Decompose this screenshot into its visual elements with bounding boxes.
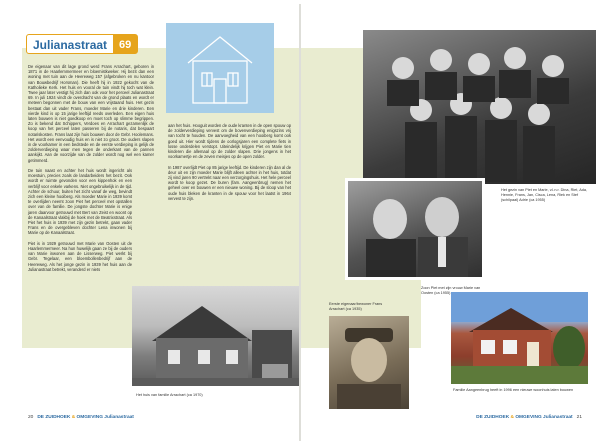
first-owner-portrait-photo xyxy=(329,316,409,409)
photo-caption: Het huis van familie Arrachart (ca 1970) xyxy=(136,393,203,397)
magazine-spread xyxy=(4,4,596,441)
old-man-image xyxy=(329,316,409,409)
article-paragraph: De tuin naast en achter het huis wordt ingericht als moestuin, precies zoals de landarbeiders het bezit. Ook wordt er ruimte gevonden voor een kippenhok en een verblijf voor enkele varkens. Niet ongebruikelijk in de tijd. Achter de schuur, buiten het zicht vanaf de weg, bevindt zich een kleine hooiberg. Als moeder Marie in 1939 komt te overlijden neemt zoon Piet het perceel met opstallen over van de familie. De jongste dochter Marie is enige jaren daarvoor getrouwd met Bert van Zeist en woont op de Kanaalstraat vlakbij de hoek met de Beatrixstraat. Als Piet het huis in 1939 met zijn gezin betrekt, gaan vader Frans en de overgebleven dochter Lena inwonen bij Marie op de Kanaalstraat. xyxy=(28,168,132,236)
page-number: 21 xyxy=(576,415,582,420)
magazine-brand: DE ZUIDHOEK xyxy=(37,415,71,420)
brand-subtitle: OMGEVING xyxy=(515,415,542,420)
photo-caption: Eerste eigenaar/bewoner Frans Arrachart (ca 1935) xyxy=(329,302,383,311)
footer-street: Julianastraat xyxy=(104,415,134,420)
couple-image xyxy=(348,181,482,277)
page-footer-left xyxy=(28,415,134,420)
street-title-box xyxy=(26,34,138,54)
footer-street: Julianastraat xyxy=(543,415,573,420)
page-footer-right xyxy=(476,415,582,420)
new-house-image xyxy=(451,292,588,384)
family-group-photo xyxy=(363,30,596,184)
house-drawing-tile xyxy=(166,23,274,113)
farmhouse-image xyxy=(132,286,299,386)
brand-subtitle: OMGEVING xyxy=(76,415,103,420)
street-title: Julianastraat xyxy=(33,38,108,52)
magazine-brand: DE ZUIDHOEK xyxy=(476,415,510,420)
page-number: 20 xyxy=(28,415,34,420)
house-outline-icon xyxy=(166,23,274,113)
new-house-photo xyxy=(451,292,588,384)
article-paragraph: De eigenaar van dit lage grond werd Frans Arrachart, geboren in 1871 in de Haarlemmermeer en bloemistkweker. Hij bezit dan een woning met tuin aan de Heereweg 157 (afgebroken en nu kantoor van Bouwbedrijf Horsman). Die heeft hij in 1922 gekocht van de Katholieke Kerk. Het huis en vooral de tuin vindt hij toch wat klein. Twee jaar later vestigt hij zich dan ook voor het perceel Julianastraat 69. In juli 1924 vindt de overdracht van de grond plaats en wordt er meteen begonnen met de bouw van een vrijstaand huis. Het gezin bestaat dan uit vader Frans, moeder Marie en drie kinderen. Een vierde kind is op 15 jarige leeftijd reeds overleden. Een eigen huis laten bouwen is niet goedkoop en moet toch op slimme begrippen. Zo is bekend dat Schippers, Verdoes en Arrachart gezamenlijk de koop van het perceel laten passeren bij de notaris, dat bespaart notariskosten. Frans laat zijn huis bouwen door de Gebr. Hoolemans. Het wordt een eenvoudig huis en is niet zo groot. De ouders slapen in de voorkamer in een bedstede en de eerste verdieping is gelijk de zolderverdieping waar men tegen de onderkant van de pannen aankijkt. Aan de voorzijde van de zolder wordt nog wel een kamer getimmerd. xyxy=(28,64,154,163)
old-farmhouse-photo xyxy=(132,286,299,386)
photo-caption: Het gezin van Piet en Marie, v.l.n.r. Dina, Riet, Ada, Hennie, Frans, Jan, Cisca, Lena, Riek en Stef (schilpaal) Adrie (ca 1955) xyxy=(501,188,588,202)
article-column-1 xyxy=(28,64,154,294)
left-page xyxy=(4,4,299,441)
article-paragraph: In 1987 overlijdt Piet op 85 jarige leeftijd. De kinderen zijn dan al de deur uit en zijn moeder Marie blijft alleen achter in het huis, totdat zij vind jaren 90 vertrekt naar een verzorgingshuis. Het hele perceel wordt te koop gezet. De buren (fam. Aangeenbrug) nemen het geheel over en bouwen er een nieuwe woning. Bij de sloop van het oude huis bleken de kranten in de spouw voor het laatst in 1964 vervest te zijn. xyxy=(168,164,291,201)
house-number-badge: 69 xyxy=(113,35,137,53)
article-paragraph: Piet is in 1929 getrouwd met Marie van Oosten uit de Haarlemmermeer. Na hun huwelijk gaan ze bij de ouders van Marie inwonen aan de Lisserweg. Piet werkt bij Gebr. Tegelaar, een bloembollenbedrijf aan de Heereweg. Als het jonge gezin in 1939 het huis aan de Julianastraat betrekt, veranderd er niets xyxy=(28,240,132,272)
brand-ampersand: & xyxy=(71,415,76,420)
family-group-image xyxy=(363,30,596,184)
right-page xyxy=(301,4,596,441)
couple-portrait-photo xyxy=(345,178,485,280)
photo-caption: Familie Aangeenbrug heeft in 1996 een nieuwe woonhuis laten bouwen xyxy=(453,388,574,392)
brand-ampersand: & xyxy=(510,415,514,420)
photo-caption: Zoon Piet met zijn vrouw Marie van Oosten (ca 1955) xyxy=(421,286,481,295)
article-paragraph: aan het huis. Hooguit worden de oude kranten in de open spouw op de zolderverdieping vervest om de bovenverdieping enigszins vrij van tocht te houden. De aanvoegheid van een hooiberg komt ook goed uit. Hier wordt tijdens de oorlogsjaren een complete fiets in losse onderdelen verstopt. Uiteindelijk krijgen Piet en Marie tien kinderen die allemaal op de zolder slapen. Drie jongens in het voorkamertje en de zeven meisjes op de open zolder. xyxy=(168,123,291,160)
